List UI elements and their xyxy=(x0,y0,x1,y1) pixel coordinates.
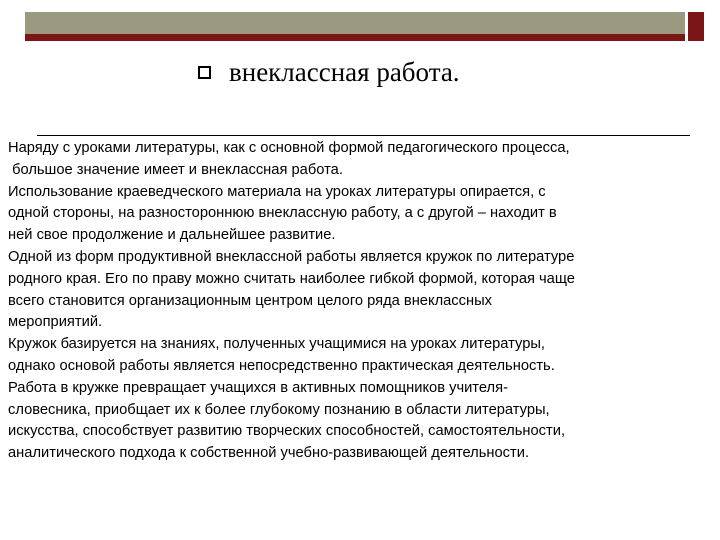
body-line: словесника, приобщает их к более глубокому познанию в области литературы, xyxy=(8,401,550,418)
body-line: Работа в кружке превращает учащихся в активных помощников учителя- xyxy=(8,379,508,396)
header-band xyxy=(25,12,685,34)
body-line: ней свое продолжение и дальнейшее развитие. xyxy=(8,227,336,244)
body-line: аналитического подхода к собственной учебно-развивающей деятельности. xyxy=(8,445,530,462)
body-line: однако основой работы является непосредственно практическая деятельность. xyxy=(8,357,555,374)
slide-title-row xyxy=(198,54,460,90)
slide-title: внеклассная работа. xyxy=(229,56,460,87)
title-divider xyxy=(37,135,690,136)
body-line: большое значение имеет и внеклассная работа. xyxy=(8,161,343,178)
square-bullet-icon xyxy=(198,66,211,79)
slide-body xyxy=(8,138,714,465)
body-line: Наряду с уроками литературы, как с основной формой педагогического процесса, xyxy=(8,140,570,156)
corner-accent-square xyxy=(688,12,704,41)
body-line: Кружок базируется на знаниях, полученных учащимися на уроках литературы, xyxy=(8,336,546,353)
body-line: мероприятий. xyxy=(8,314,103,331)
body-line: Использование краеведческого материала на уроках литературы опирается, с xyxy=(8,183,546,200)
body-line: одной стороны, на разностороннюю внеклассную работу, а с другой – находит в xyxy=(8,205,557,222)
body-line: родного края. Его по праву можно считать наиболее гибкой формой, которая чаще xyxy=(8,270,575,287)
body-line: Одной из форм продуктивной внеклассной работы является кружок по литературе xyxy=(8,248,575,265)
body-line: всего становится организационным центром целого ряда внеклассных xyxy=(8,292,493,309)
body-line: искусства, способствует развитию творческих способностей, самостоятельности, xyxy=(8,423,566,440)
header-accent-stripe xyxy=(25,34,685,41)
